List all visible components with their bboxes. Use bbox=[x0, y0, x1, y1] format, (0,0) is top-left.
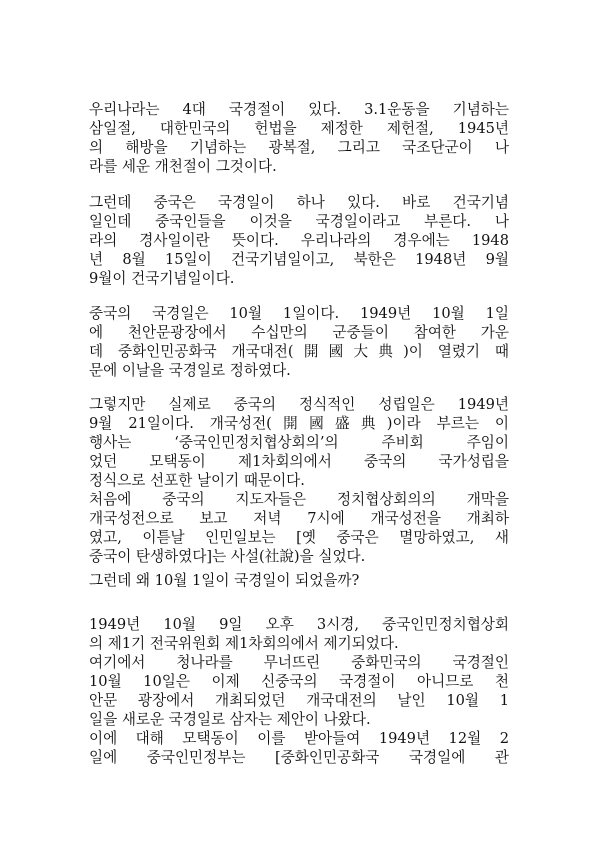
text-line: 행사는 ‘중국인민정치협상회의’의 주비회 주임이 bbox=[89, 434, 509, 451]
text-line: 삼일절, 대한민국의 헌법을 제정한 제헌절, 1945년 bbox=[89, 120, 509, 137]
text-line: 에 천안문광장에서 수십만의 군중들이 참여한 가운 bbox=[89, 324, 509, 341]
text-line: 중국의 국경일은 10월 1일이다. 1949년 10월 1일 bbox=[89, 305, 509, 322]
text-line: 여기에서 청나라를 무너뜨린 중화민국의 국경절인 bbox=[89, 654, 509, 671]
text-line: 그렇지만 실제로 중국의 정식적인 성립일은 1949년 bbox=[89, 396, 509, 413]
text-line: 정식으로 선포한 날이기 때문이다. bbox=[89, 472, 305, 489]
text-line: 일인데 중국인들을 이것을 국경일이라고 부른다. 나 bbox=[89, 213, 509, 230]
text-line: 데 중화인민공화국 개국대전(開國大典)이 열렸기 때 bbox=[89, 343, 509, 360]
text-line: 였고, 이튿날 인민일보는 [옛 중국은 멸망하였고, 새 bbox=[89, 529, 509, 546]
text-line: 우리나라는 4대 국경절이 있다. 3.1운동을 기념하는 bbox=[89, 101, 509, 118]
text-line: 중국이 탄생하였다]는 사설(社說)을 실었다. bbox=[89, 548, 366, 565]
text-line: 의 제1기 전국위원회 제1차회의에서 제기되었다. bbox=[89, 635, 399, 652]
paragraph-october-first bbox=[89, 304, 509, 380]
paragraph-china-national-day bbox=[89, 193, 509, 288]
text-line: 라의 경사일이란 뜻이다. 우리나라의 경우에는 1948 bbox=[89, 232, 509, 249]
text-line: 년 8월 15일이 건국기념일이고, 북한은 1948년 9월 bbox=[89, 251, 509, 268]
text-line: 9월이 건국기념일이다. bbox=[89, 270, 235, 287]
text-line: 라를 세운 개천절이 그것이다. bbox=[89, 158, 277, 175]
paragraph-national-holidays bbox=[89, 100, 509, 176]
text-line: 일을 새로운 국경일로 삼자는 제안이 나왔다. bbox=[89, 711, 371, 728]
text-line: 이에 대해 모택동이 이를 받아들여 1949년 12월 2 bbox=[89, 730, 509, 747]
text-line: 그런데 왜 10월 1일이 국경일이 되었을까? bbox=[89, 572, 360, 589]
text-line: 문에 이날을 국경일로 정하였다. bbox=[89, 362, 291, 379]
text-line: 의 해방을 기념하는 광복절, 그리고 국조단군이 나 bbox=[89, 139, 509, 156]
text-line: 처음에 중국의 지도자들은 정치협상회의의 개막을 bbox=[89, 491, 509, 508]
text-line: 안문 광장에서 개최되었던 개국대전의 날인 10월 1 bbox=[89, 692, 509, 709]
text-line: 었던 모택동이 제1차회의에서 중국의 국가성립을 bbox=[89, 453, 509, 470]
text-line: 9월 21일이다. 개국성전(開國盛典)이라 부르는 이 bbox=[89, 415, 509, 432]
text-line: 개국성전으로 보고 저녁 7시에 개국성전을 개최하 bbox=[89, 510, 509, 527]
text-line: 그런데 중국은 국경일이 하나 있다. 바로 건국기념 bbox=[89, 194, 509, 211]
paragraph-proposal bbox=[89, 615, 509, 767]
text-line: 10월 10일은 이제 신중국의 국경절이 아니므로 천 bbox=[89, 673, 509, 690]
text-line: 1949년 10월 9일 오후 3시경, 중국인민정치협상회 bbox=[89, 616, 509, 633]
text-line: 일에 중국인민정부는 [중화인민공화국 국경일에 관 bbox=[89, 749, 509, 766]
paragraph-founding-date bbox=[89, 395, 509, 566]
paragraph-question bbox=[89, 571, 509, 590]
